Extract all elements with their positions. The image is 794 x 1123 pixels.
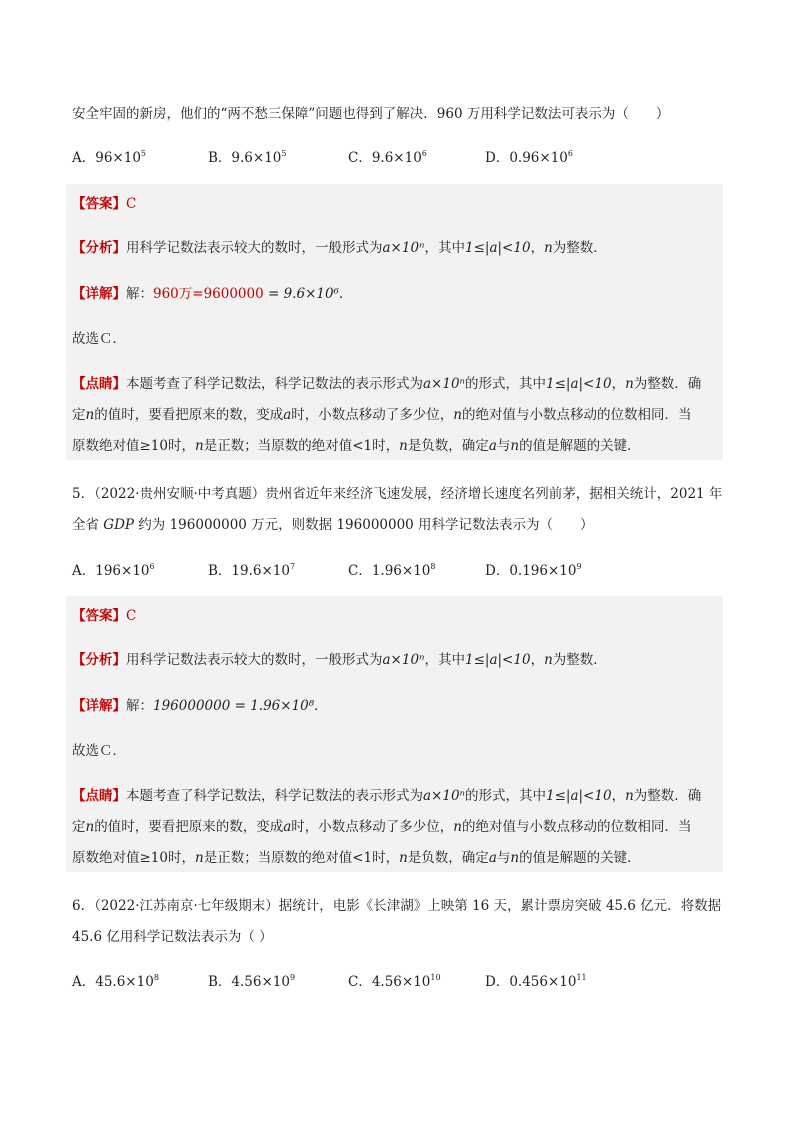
q4-analysis: 【分析】用科学记数法表示较大的数时，一般形式为a×10ⁿ，其中1≤|a|<10，n为整数． — [72, 240, 607, 256]
q5-option-a: A．$196\times 10^6$ — [72, 562, 155, 579]
q6-stem-line2: 45.6 亿用科学记数法表示为（ ） — [72, 929, 273, 945]
q6-options — [72, 970, 722, 990]
q4-choose: 故选Ｃ． — [72, 331, 126, 347]
q4-comment-line2: 定n的值时，要看把原来的数，变成a时，小数点移动了多少位，n的绝对值与小数点移动的位数相同．当 — [72, 407, 692, 423]
q5-option-b: B．$19.6\times 10^7$ — [208, 562, 296, 579]
q5-option-c: C．$1.96\times 10^8$ — [348, 562, 436, 579]
q4-comment-line1: 【点睛】本题考查了科学记数法，科学记数法的表示形式为a×10ⁿ的形式，其中1≤|a|<10，n为整数．确 — [72, 376, 702, 392]
q4-option-c: C．$9.6\times 10^6$ — [348, 149, 427, 166]
q4-answer-box — [66, 184, 723, 460]
q4-detail: 【详解】解：960万=9600000 = 9.6×10⁶． — [72, 286, 353, 302]
q5-option-d: D．$0.196\times 10^9$ — [485, 562, 582, 579]
q4-option-b: B．$9.6\times 10^5$ — [208, 149, 287, 166]
q4-stem: 安全牢固的新房，他们的“两不愁三保障”问题也得到了解决．960 万用科学记数法可表示为（ ） — [72, 106, 670, 122]
q4-option-a: A．$96\times 10^5$ — [72, 149, 147, 166]
q5-comment-line1: 【点睛】本题考查了科学记数法，科学记数法的表示形式为a×10ⁿ的形式，其中1≤|a|<10，n为整数．确 — [72, 788, 702, 804]
q5-answer: 【答案】C — [72, 608, 137, 624]
q4-options — [72, 146, 722, 166]
q5-answer-box — [66, 596, 723, 872]
q6-option-d: D．$0.456\times 10^{11}$ — [485, 973, 587, 990]
q5-comment-line3: 原数绝对值≥10时，n是正数；当原数的绝对值<1时，n是负数，确定a与n的值是解题的关键． — [72, 850, 641, 866]
q5-stem-line2: 全省 GDP 约为 196000000 万元，则数据 196000000 用科学记数法表示为（ ） — [72, 517, 594, 533]
q5-choose: 故选Ｃ． — [72, 743, 126, 759]
q6-option-c: C．$4.56\times 10^{10}$ — [348, 973, 441, 990]
q6-option-a: A．$45.6\times 10^8$ — [72, 973, 159, 990]
q5-detail: 【详解】解：196000000 = 1.96×10⁸． — [72, 698, 328, 714]
q6-stem-line1: 6．（2022·江苏南京·七年级期末）据统计，电影《长津湖》上映第 16 天，累计票房突破 45.6 亿元．将数据 — [72, 898, 722, 914]
q5-stem-line1: 5．（2022·贵州安顺·中考真题）贵州省近年来经济飞速发展，经济增长速度名列前茅，据相关统计，2021 年 — [72, 486, 723, 502]
q4-comment-line3: 原数绝对值≥10时，n是正数；当原数的绝对值<1时，n是负数，确定a与n的值是解题的关键． — [72, 438, 641, 454]
q5-comment-line2: 定n的值时，要看把原来的数，变成a时，小数点移动了多少位，n的绝对值与小数点移动的位数相同．当 — [72, 819, 692, 835]
q4-answer: 【答案】C — [72, 196, 137, 212]
q4-option-d: D．$0.96\times 10^6$ — [485, 149, 573, 166]
q5-analysis: 【分析】用科学记数法表示较大的数时，一般形式为a×10ⁿ，其中1≤|a|<10，n为整数． — [72, 652, 607, 668]
q5-options — [72, 559, 722, 579]
q6-option-b: B．$4.56\times 10^9$ — [208, 973, 296, 990]
